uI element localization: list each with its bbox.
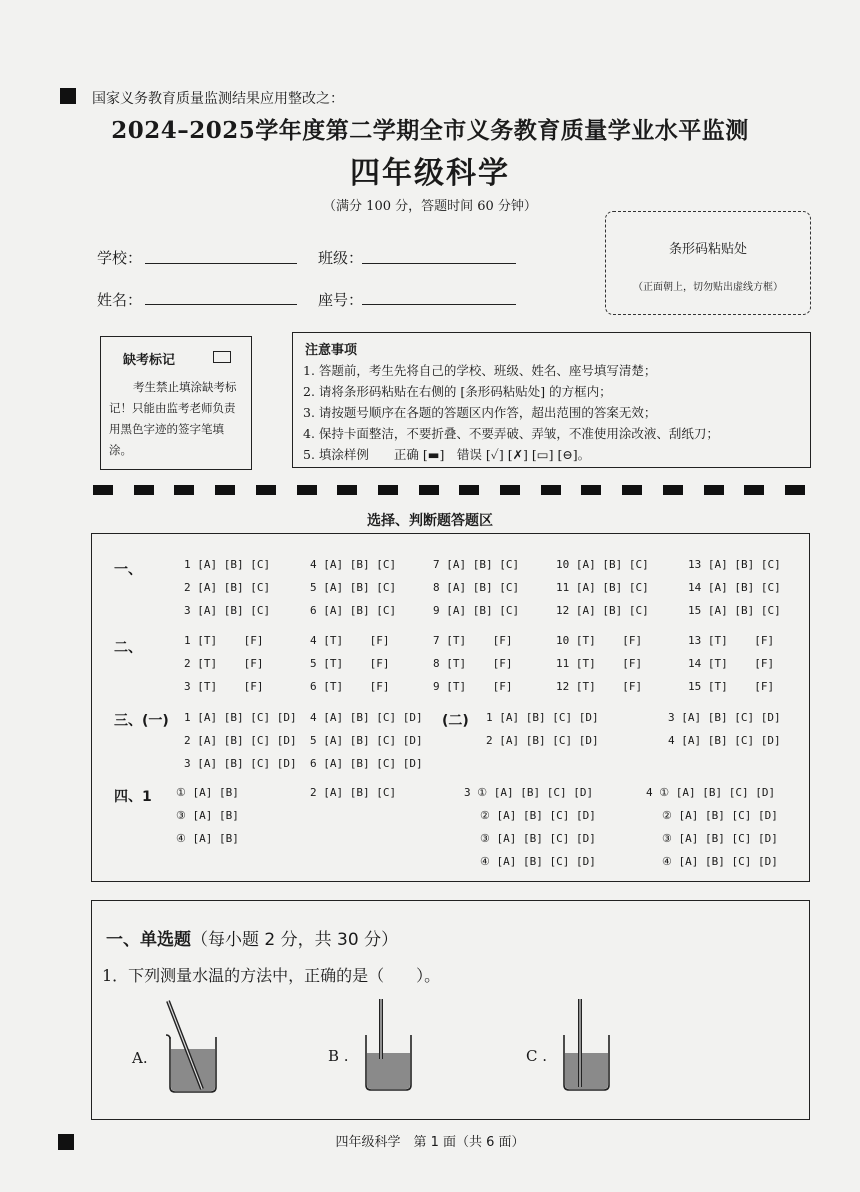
absent-mark-box (100, 336, 252, 470)
registration-mark (60, 88, 76, 104)
bubble-row[interactable]: ③ [A] [B] [C] [D] (662, 832, 778, 845)
bubble-row[interactable]: 14 [A] [B] [C] (688, 581, 781, 594)
bubble-row[interactable]: 3 [T] [F] (184, 680, 264, 693)
page-footer: 四年级科学 第 1 面（共 6 面） (335, 1135, 525, 1150)
bubble-row[interactable]: 3 [A] [B] [C] [D] (184, 757, 297, 770)
separator-dash (337, 485, 357, 495)
bubble-row[interactable]: 6 [A] [B] [C] [D] (310, 757, 423, 770)
answer-area (91, 533, 810, 882)
notice-item: 4. 保持卡面整洁，不要折叠、不要弄破、弄皱，不准使用涂改液、刮纸刀； (303, 426, 719, 441)
bubble-row[interactable]: 1 [T] [F] (184, 634, 264, 647)
notice-item: 3. 请按题号顺序在各题的答题区内作答，超出范围的答案无效； (303, 405, 657, 420)
bubble-row[interactable]: 3 [A] [B] [C] (184, 604, 271, 617)
bubble-row[interactable]: 14 [T] [F] (688, 657, 775, 670)
bubble-row[interactable]: 2 [A] [B] [C] (310, 786, 397, 799)
bubble-row[interactable]: ② [A] [B] [C] [D] (662, 809, 778, 822)
separator-dash (174, 485, 194, 495)
separator-dash (297, 485, 317, 495)
header-note: 国家义务教育质量监测结果应用整改之： (92, 91, 344, 107)
beaker-b-image (362, 997, 422, 1097)
answer-area-title: 选择、判断题答题区 (367, 513, 493, 529)
absent-checkbox[interactable] (213, 351, 231, 363)
bubble-row[interactable]: 2 [A] [B] [C] [D] (184, 734, 297, 747)
separator-dash (622, 485, 642, 495)
bubble-row[interactable]: ④ [A] [B] [C] [D] (480, 855, 596, 868)
option-a-label: A. (132, 1049, 148, 1067)
beaker-c-image (560, 997, 620, 1097)
seat-field[interactable] (362, 304, 516, 305)
school-label: 学校： (97, 249, 143, 267)
bubble-row[interactable]: 9 [A] [B] [C] (433, 604, 520, 617)
bubble-row[interactable]: 3 [A] [B] [C] [D] (668, 711, 781, 724)
group-label: 二、 (114, 640, 142, 656)
question-section (91, 900, 810, 1120)
separator-dash (256, 485, 276, 495)
bubble-row[interactable]: ④ [A] [B] (176, 832, 239, 845)
bubble-row[interactable]: 5 [A] [B] [C] (310, 581, 397, 594)
separator-dash (459, 485, 479, 495)
bubble-row[interactable]: 5 [T] [F] (310, 657, 390, 670)
bubble-row[interactable]: 3 ① [A] [B] [C] [D] (464, 786, 594, 799)
notice-item: 1. 答题前，考生先将自己的学校、班级、姓名、座号填写清楚； (303, 363, 657, 378)
bubble-row[interactable]: 6 [A] [B] [C] (310, 604, 397, 617)
section-heading-title: 一、单选题 (106, 930, 191, 950)
separator-dash (744, 485, 764, 495)
separator-dash (500, 485, 520, 495)
separator-dash (215, 485, 235, 495)
group-label: 三、(一) (114, 713, 169, 729)
group-label: 一、 (114, 562, 142, 578)
bubble-row[interactable]: 5 [A] [B] [C] [D] (310, 734, 423, 747)
bubble-row[interactable]: 10 [T] [F] (556, 634, 643, 647)
barcode-title: 条形码粘贴处 (668, 242, 747, 257)
separator-dash (419, 485, 439, 495)
bubble-row[interactable]: 4 [A] [B] [C] [D] (668, 734, 781, 747)
separator-dash (663, 485, 683, 495)
separator-dash (134, 485, 154, 495)
bubble-row[interactable]: 11 [T] [F] (556, 657, 643, 670)
separator-dash (581, 485, 601, 495)
bubble-row[interactable]: 12 [T] [F] (556, 680, 643, 693)
bubble-row[interactable]: 4 ① [A] [B] [C] [D] (646, 786, 776, 799)
separator-dash (378, 485, 398, 495)
bubble-row[interactable]: ① [A] [B] (176, 786, 239, 799)
bubble-row[interactable]: 10 [A] [B] [C] (556, 558, 649, 571)
notice-title: 注意事项 (305, 343, 358, 358)
question-1: 1．下列测量水温的方法中，正确的是（ ）。 (102, 966, 441, 985)
option-b-label: B . (328, 1047, 349, 1065)
barcode-area (605, 211, 811, 315)
subject-title: 四年级科学 (350, 156, 510, 191)
bubble-row[interactable]: 12 [A] [B] [C] (556, 604, 649, 617)
separator-dash (704, 485, 724, 495)
separator-dash (541, 485, 561, 495)
separator-dash (785, 485, 805, 495)
bubble-row[interactable]: 11 [A] [B] [C] (556, 581, 649, 594)
bubble-row[interactable]: 6 [T] [F] (310, 680, 390, 693)
bubble-row[interactable]: 8 [T] [F] (433, 657, 513, 670)
bubble-row[interactable]: 1 [A] [B] [C] [D] (486, 711, 599, 724)
barcode-note: （正面朝上，切勿贴出虚线方框） (633, 282, 783, 293)
class-field[interactable] (362, 263, 516, 264)
bubble-row[interactable]: 13 [A] [B] [C] (688, 558, 781, 571)
bubble-row[interactable]: 1 [A] [B] [C] (184, 558, 271, 571)
bubble-row[interactable]: 9 [T] [F] (433, 680, 513, 693)
notice-box (292, 332, 811, 468)
bubble-row[interactable]: 2 [A] [B] [C] (184, 581, 271, 594)
group-label: (二) (442, 713, 469, 729)
option-c-label: C . (526, 1047, 548, 1065)
school-field[interactable] (145, 263, 297, 264)
separator-dash (93, 485, 113, 495)
bubble-row[interactable]: 2 [A] [B] [C] [D] (486, 734, 599, 747)
bubble-row[interactable]: 4 [A] [B] [C] [D] (310, 711, 423, 724)
bubble-row[interactable]: 13 [T] [F] (688, 634, 775, 647)
bubble-row[interactable]: ③ [A] [B] (176, 809, 239, 822)
bubble-row[interactable]: 4 [A] [B] [C] (310, 558, 397, 571)
bubble-row[interactable]: 7 [T] [F] (433, 634, 513, 647)
bubble-row[interactable]: ② [A] [B] [C] [D] (480, 809, 596, 822)
notice-item: 2. 请将条形码粘贴在右侧的 [条形码粘贴处] 的方框内； (303, 384, 612, 399)
bubble-row[interactable]: 15 [A] [B] [C] (688, 604, 781, 617)
group-label: 四、1 (114, 789, 152, 805)
bubble-row[interactable]: 2 [T] [F] (184, 657, 264, 670)
bubble-row[interactable]: 7 [A] [B] [C] (433, 558, 520, 571)
notice-item: 5. 填涂样例 正确 [▬] 错误 [✓] [✗] [▭] [⊖]。 (303, 447, 591, 462)
exam-title: 2024–2025学年度第二学期全市义务教育质量学业水平监测 (111, 117, 749, 144)
section-heading (106, 925, 398, 950)
bubble-row[interactable]: 8 [A] [B] [C] (433, 581, 520, 594)
class-label: 班级： (318, 249, 364, 267)
section-heading-note: （每小题 2 分，共 30 分） (191, 930, 399, 950)
bubble-row[interactable]: ④ [A] [B] [C] [D] (662, 855, 778, 868)
beaker-a-image (156, 997, 228, 1097)
bubble-row[interactable]: ③ [A] [B] [C] [D] (480, 832, 596, 845)
absent-text: 考生禁止填涂缺考标记！只能由监考老师负责用黑色字迹的签字笔填涂。 (109, 380, 237, 457)
exam-subtitle: （满分 100 分，答题时间 60 分钟） (323, 199, 537, 214)
name-field[interactable] (145, 304, 297, 305)
seat-label: 座号： (318, 291, 364, 309)
bubble-row[interactable]: 15 [T] [F] (688, 680, 775, 693)
absent-title: 缺考标记 (123, 353, 176, 368)
bubble-row[interactable]: 4 [T] [F] (310, 634, 390, 647)
bubble-row[interactable]: 1 [A] [B] [C] [D] (184, 711, 297, 724)
name-label: 姓名： (97, 291, 143, 309)
